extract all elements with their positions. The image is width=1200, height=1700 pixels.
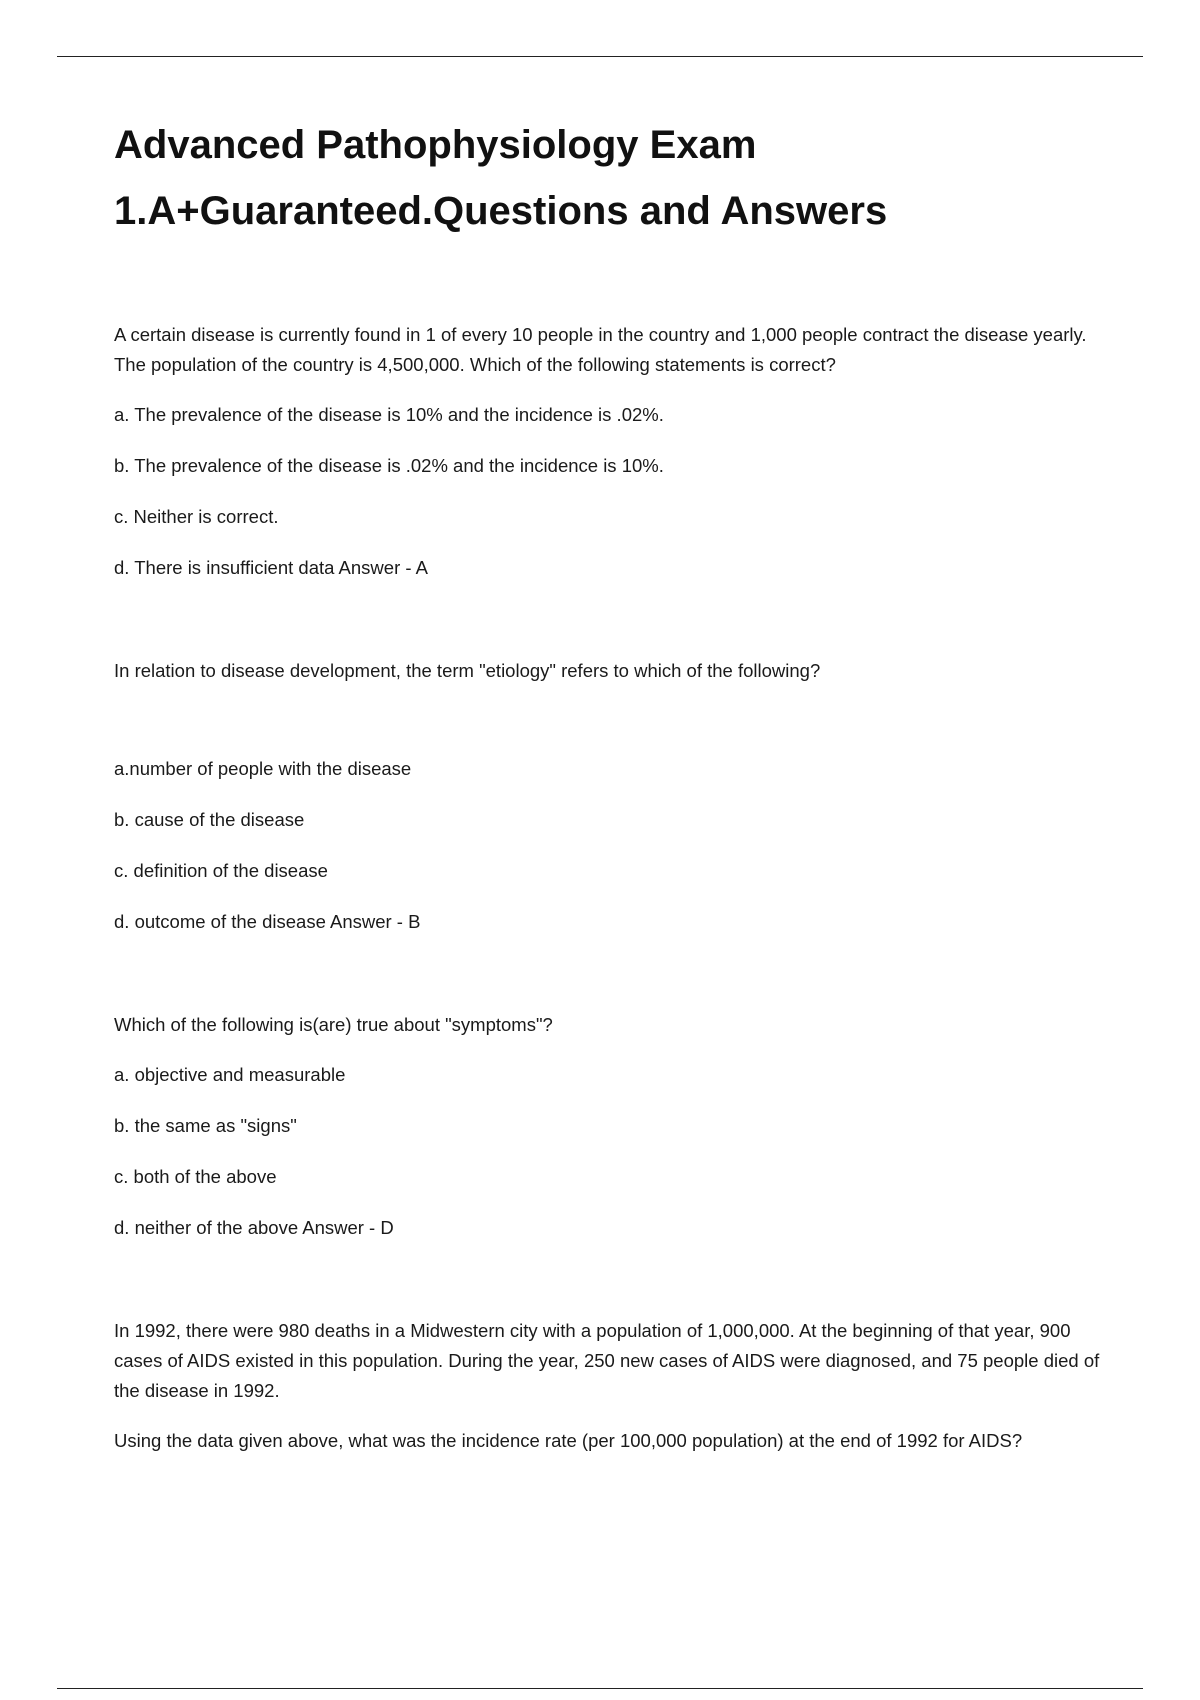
answer-option-c: c. Neither is correct. (114, 506, 279, 527)
answer-option-b: b. The prevalence of the disease is .02% and the incidence is 10%. (114, 455, 664, 476)
document-body (114, 112, 1114, 1456)
answer-option-a: a. objective and measurable (114, 1064, 346, 1085)
answer-option-a: a.number of people with the disease (114, 758, 412, 779)
answer-option-d: d. neither of the above Answer - D (114, 1217, 394, 1238)
answer-option-c: c. definition of the disease (114, 860, 328, 881)
answer-option-d: d. outcome of the disease Answer - B (114, 911, 421, 932)
answer-option-c: c. both of the above (114, 1166, 277, 1187)
question-3 (114, 1010, 1114, 1243)
document-title: Advanced Pathophysiology Exam 1.A+Guaranteed.Questions and Answers (114, 123, 888, 233)
question-2 (114, 656, 1114, 937)
footer-rule (57, 1688, 1143, 1689)
question-stem: A certain disease is currently found in 1 of every 10 people in the country and 1,000 people contract the disease yearly. The population of the country is 4,500,000. Which of the following statements is correct? (114, 324, 1087, 375)
answer-option-b: b. cause of the disease (114, 809, 305, 830)
answer-option-b: b. the same as "signs" (114, 1115, 297, 1136)
answer-option-a: a. The prevalence of the disease is 10% and the incidence is .02%. (114, 404, 664, 425)
question-stem: Which of the following is(are) true about "symptoms"? (114, 1014, 553, 1035)
answer-option-d: d. There is insufficient data Answer - A (114, 557, 428, 578)
question-prompt: Using the data given above, what was the incidence rate (per 100,000 population) at the end of 1992 for AIDS? (114, 1430, 1023, 1451)
question-1 (114, 320, 1114, 583)
question-4 (114, 1316, 1114, 1456)
header-rule (57, 56, 1143, 57)
question-stem: In 1992, there were 980 deaths in a Midwestern city with a population of 1,000,000. At the beginning of that year, 900 cases of AIDS existed in this population. During the year, 250 new cases of AIDS were diagnosed, and 75 people died of the disease in 1992. (114, 1320, 1100, 1401)
question-stem: In relation to disease development, the term "etiology" refers to which of the following? (114, 660, 821, 681)
